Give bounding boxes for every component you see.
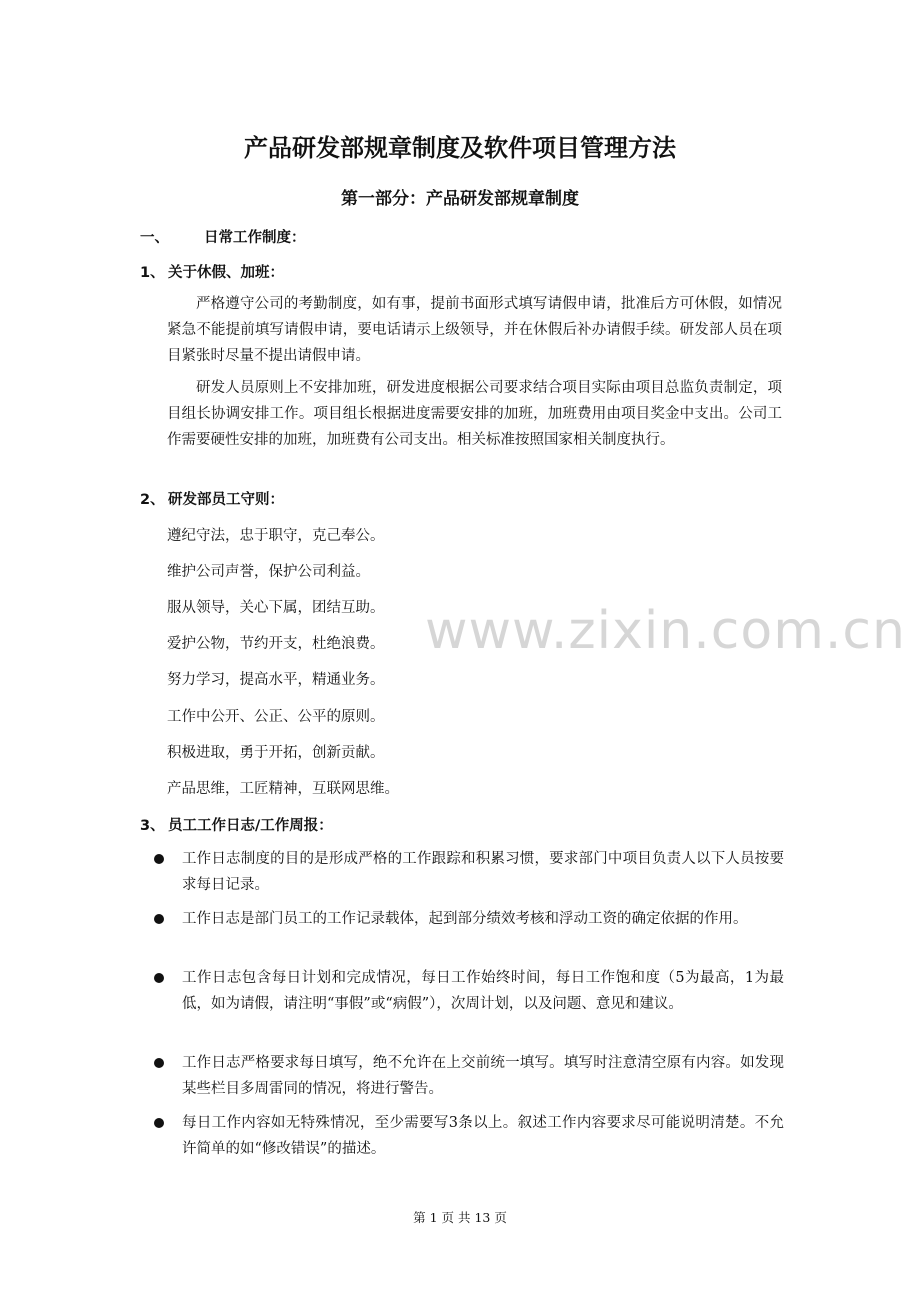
bullet-text: 工作日志制度的目的是形成严格的工作跟踪和积累习惯，要求部门中项目负责人以下人员按要求每日记录。 <box>182 851 784 893</box>
list-item: 爱护公物，节约开支，杜绝浪费。 <box>167 636 385 652</box>
bullet-dot-icon <box>154 1118 164 1128</box>
bullet-text: 工作日志严格要求每日填写，绝不允许在上交前统一填写。填写时注意清空原有内容。如发现某些栏目多周雷同的情况，将进行警告。 <box>182 1055 784 1097</box>
bullet-dot-icon <box>154 1058 164 1068</box>
bullet-dot-icon <box>154 914 164 924</box>
subsection-number: 3、 <box>140 818 165 834</box>
page-title: 产品研发部规章制度及软件项目管理方法 <box>244 134 676 162</box>
page-footer: 第 1 页 共 13 页 <box>413 1210 507 1225</box>
list-item: 努力学习，提高水平，精通业务。 <box>167 672 385 688</box>
subsection-label: 员工工作日志/工作周报： <box>168 818 333 834</box>
section-number: 一、 <box>140 230 169 246</box>
subsection-heading-code-of-conduct <box>140 488 284 509</box>
bullet-text: 工作日志是部门员工的工作记录载体，起到部分绩效考核和浮动工资的确定依据的作用。 <box>182 911 748 927</box>
list-item: 产品思维，工匠精神，互联网思维。 <box>167 781 399 797</box>
bullet-item <box>150 965 784 1017</box>
bullet-dot-icon <box>154 854 164 864</box>
subsection-heading-leave-overtime <box>140 261 284 282</box>
bullet-item <box>150 1050 784 1102</box>
list-item: 遵纪守法，忠于职守，克己奉公。 <box>167 528 385 544</box>
list-item: 服从领导，关心下属，团结互助。 <box>167 600 385 616</box>
bullet-text: 工作日志包含每日计划和完成情况，每日工作始终时间，每日工作饱和度（5为最高，1为最低，如为请假，请注明“事假”或“病假”），次周计划，以及问题、意见和建议。 <box>182 970 784 1012</box>
subsection-label: 关于休假、加班： <box>168 265 284 281</box>
list-item: 积极进取，勇于开拓，创新贡献。 <box>167 745 385 761</box>
bullet-item <box>150 846 784 898</box>
bullet-item <box>150 906 784 932</box>
part-subtitle: 第一部分：产品研发部规章制度 <box>341 189 579 209</box>
subsection-heading-work-log <box>140 814 333 835</box>
watermark: www.zixin.com.cn <box>425 601 906 661</box>
section-heading-daily-work <box>140 226 306 247</box>
bullet-item <box>150 1110 784 1162</box>
paragraph-overtime: 研发人员原则上不安排加班，研发进度根据公司要求结合项目实际由项目总监负责制定，项目组长协调安排工作。项目组长根据进度需要安排的加班，加班费用由项目奖金中支出。公司工作需要硬性安排的加班，加班费有公司支出。相关标准按照国家相关制度执行。 <box>167 380 782 448</box>
paragraph-leave: 严格遵守公司的考勤制度，如有事，提前书面形式填写请假申请，批准后方可休假，如情况紧急不能提前填写请假申请，要电话请示上级领导，并在休假后补办请假手续。研发部人员在项目紧张时尽量不提出请假申请。 <box>167 296 782 364</box>
list-item: 工作中公开、公正、公平的原则。 <box>167 709 385 725</box>
bullet-dot-icon <box>154 973 164 983</box>
subsection-label: 研发部员工守则： <box>168 492 284 508</box>
subsection-number: 1、 <box>140 265 165 281</box>
section-label: 日常工作制度： <box>204 230 306 246</box>
bullet-text: 每日工作内容如无特殊情况，至少需要写3条以上。叙述工作内容要求尽可能说明清楚。不允许简单的如“修改错误”的描述。 <box>182 1115 784 1157</box>
subsection-number: 2、 <box>140 492 165 508</box>
list-item: 维护公司声誉，保护公司利益。 <box>167 564 370 580</box>
